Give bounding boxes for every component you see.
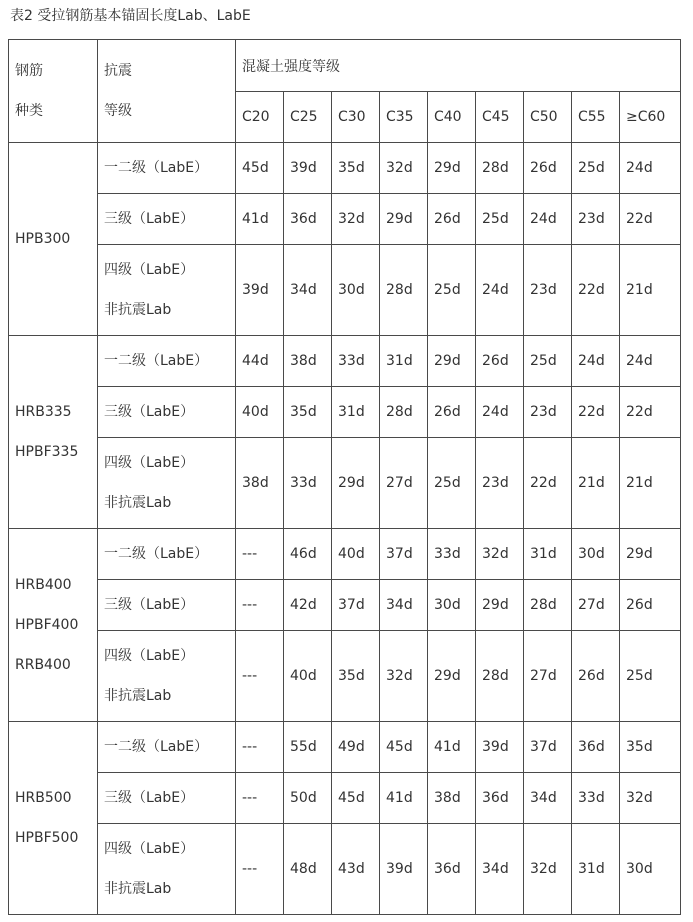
table-row [9, 722, 681, 773]
anchorage-value: --- [242, 739, 258, 755]
value-cell [332, 824, 380, 915]
seismic-level-cell [98, 631, 236, 722]
anchorage-value: 26d [578, 668, 605, 684]
value-cell [380, 438, 428, 529]
anchorage-value: 36d [482, 790, 509, 806]
value-cell [476, 245, 524, 336]
seismic-level-label: 四级（LabE） [104, 841, 195, 857]
value-cell [236, 722, 284, 773]
anchorage-value: 41d [386, 790, 413, 806]
header-concrete-grade-label: 混凝土强度等级 [242, 58, 340, 75]
value-cell [236, 580, 284, 631]
value-cell [428, 529, 476, 580]
anchorage-value: 30d [338, 282, 365, 298]
anchorage-value: 30d [626, 861, 653, 877]
header-grade-label: ≥C60 [626, 109, 666, 125]
anchorage-value: 21d [578, 475, 605, 491]
value-cell [284, 824, 332, 915]
value-cell [476, 529, 524, 580]
value-cell [236, 387, 284, 438]
value-cell [284, 773, 332, 824]
anchorage-value: 55d [290, 739, 317, 755]
value-cell [380, 773, 428, 824]
anchorage-value: 23d [578, 211, 605, 227]
seismic-level-label: 三级（LabE） [104, 790, 195, 806]
steel-type-label: HRB335 [15, 404, 72, 420]
seismic-level-label: 四级（LabE） [104, 262, 195, 278]
value-cell [620, 824, 681, 915]
seismic-level-label: 三级（LabE） [104, 597, 195, 613]
seismic-level-cell [98, 387, 236, 438]
anchorage-value: 26d [434, 404, 461, 420]
value-cell [284, 336, 332, 387]
header-seismic [98, 40, 236, 143]
value-cell [332, 336, 380, 387]
value-cell [524, 194, 572, 245]
anchorage-value: 38d [290, 353, 317, 369]
anchorage-value: 27d [386, 475, 413, 491]
steel-type-label: HRB400 [15, 577, 72, 593]
anchorage-value: 39d [242, 282, 269, 298]
anchorage-length-table [8, 39, 681, 915]
anchorage-value: 35d [338, 160, 365, 176]
seismic-level-cell [98, 722, 236, 773]
value-cell [380, 336, 428, 387]
anchorage-value: 30d [434, 597, 461, 613]
seismic-level-cell [98, 438, 236, 529]
anchorage-value: 27d [578, 597, 605, 613]
value-cell [524, 824, 572, 915]
header-steel-type-line1: 钢筋 [15, 63, 43, 79]
header-grade-cell [524, 92, 572, 143]
header-steel-type [9, 40, 98, 143]
anchorage-value: 45d [386, 739, 413, 755]
value-cell [428, 194, 476, 245]
anchorage-value: 28d [530, 597, 557, 613]
value-cell [572, 529, 620, 580]
anchorage-value: 45d [242, 160, 269, 176]
steel-type-cell [9, 143, 98, 336]
header-grade-cell [428, 92, 476, 143]
anchorage-value: 31d [338, 404, 365, 420]
anchorage-value: 32d [530, 861, 557, 877]
value-cell [620, 438, 681, 529]
header-grade-cell [332, 92, 380, 143]
value-cell [284, 438, 332, 529]
steel-type-label: HPBF500 [15, 830, 79, 846]
anchorage-value: 32d [482, 546, 509, 562]
anchorage-value: 29d [434, 353, 461, 369]
value-cell [380, 387, 428, 438]
header-grade-cell [236, 92, 284, 143]
anchorage-value: 29d [338, 475, 365, 491]
table-row [9, 824, 681, 915]
anchorage-value: 24d [578, 353, 605, 369]
value-cell [476, 824, 524, 915]
header-grade-label: C25 [290, 109, 318, 125]
value-cell [284, 194, 332, 245]
value-cell [236, 194, 284, 245]
value-cell [380, 631, 428, 722]
anchorage-value: 37d [386, 546, 413, 562]
table-row [9, 245, 681, 336]
anchorage-value: 38d [242, 475, 269, 491]
value-cell [380, 580, 428, 631]
anchorage-value: 29d [626, 546, 653, 562]
value-cell [620, 529, 681, 580]
value-cell [524, 387, 572, 438]
value-cell [236, 438, 284, 529]
anchorage-value: 40d [290, 668, 317, 684]
anchorage-value: 21d [626, 282, 653, 298]
value-cell [476, 773, 524, 824]
table-row [9, 529, 681, 580]
value-cell [620, 773, 681, 824]
anchorage-value: 35d [338, 668, 365, 684]
value-cell [284, 143, 332, 194]
anchorage-value: 23d [530, 404, 557, 420]
header-grade-cell [620, 92, 681, 143]
anchorage-value: 26d [434, 211, 461, 227]
value-cell [572, 580, 620, 631]
seismic-level-label: 一二级（LabE） [104, 546, 209, 562]
header-grade-cell [284, 92, 332, 143]
anchorage-value: 36d [578, 739, 605, 755]
seismic-level-cell [98, 529, 236, 580]
value-cell [572, 773, 620, 824]
seismic-level-cell [98, 245, 236, 336]
anchorage-value: 38d [434, 790, 461, 806]
anchorage-value: 22d [578, 404, 605, 420]
steel-type-cell [9, 529, 98, 722]
value-cell [572, 438, 620, 529]
value-cell [524, 245, 572, 336]
seismic-level-cell [98, 194, 236, 245]
anchorage-value: 33d [434, 546, 461, 562]
anchorage-value: 41d [242, 211, 269, 227]
anchorage-value: 37d [530, 739, 557, 755]
seismic-level-label: 非抗震Lab [104, 881, 172, 897]
header-seismic-line1: 抗震 [104, 63, 132, 79]
anchorage-value: 29d [386, 211, 413, 227]
table-row [9, 580, 681, 631]
anchorage-value: 24d [626, 160, 653, 176]
value-cell [284, 722, 332, 773]
anchorage-value: 36d [290, 211, 317, 227]
value-cell [284, 631, 332, 722]
anchorage-value: 22d [626, 404, 653, 420]
value-cell [476, 580, 524, 631]
anchorage-value: 22d [578, 282, 605, 298]
header-grade-label: C55 [578, 109, 606, 125]
anchorage-value: 34d [290, 282, 317, 298]
header-grade-cell [380, 92, 428, 143]
anchorage-value: 32d [626, 790, 653, 806]
value-cell [476, 631, 524, 722]
value-cell [332, 722, 380, 773]
value-cell [332, 529, 380, 580]
value-cell [620, 143, 681, 194]
header-concrete-grade [236, 40, 681, 92]
value-cell [620, 245, 681, 336]
anchorage-value: 49d [338, 739, 365, 755]
anchorage-value: 32d [338, 211, 365, 227]
anchorage-value: 39d [386, 861, 413, 877]
table-row [9, 631, 681, 722]
anchorage-value: 23d [482, 475, 509, 491]
anchorage-value: 24d [482, 404, 509, 420]
seismic-level-label: 非抗震Lab [104, 688, 172, 704]
table-row [9, 438, 681, 529]
steel-type-label: HPBF335 [15, 444, 79, 460]
anchorage-value: 21d [626, 475, 653, 491]
value-cell [524, 143, 572, 194]
anchorage-value: 40d [242, 404, 269, 420]
value-cell [332, 631, 380, 722]
seismic-level-cell [98, 143, 236, 194]
value-cell [332, 387, 380, 438]
anchorage-value: 26d [482, 353, 509, 369]
seismic-level-label: 三级（LabE） [104, 211, 195, 227]
seismic-level-cell [98, 336, 236, 387]
seismic-level-label: 三级（LabE） [104, 404, 195, 420]
value-cell [620, 336, 681, 387]
anchorage-value: 25d [482, 211, 509, 227]
anchorage-value: 34d [386, 597, 413, 613]
value-cell [332, 245, 380, 336]
anchorage-value: 33d [290, 475, 317, 491]
anchorage-value: 45d [338, 790, 365, 806]
value-cell [524, 438, 572, 529]
header-steel-type-line2: 种类 [15, 103, 43, 119]
value-cell [572, 387, 620, 438]
value-cell [380, 824, 428, 915]
anchorage-value: --- [242, 790, 258, 806]
anchorage-value: 29d [434, 160, 461, 176]
anchorage-value: 28d [482, 668, 509, 684]
anchorage-value: 22d [530, 475, 557, 491]
value-cell [572, 143, 620, 194]
seismic-level-cell [98, 773, 236, 824]
anchorage-value: 44d [242, 353, 269, 369]
value-cell [428, 438, 476, 529]
anchorage-value: 33d [338, 353, 365, 369]
value-cell [380, 245, 428, 336]
value-cell [236, 336, 284, 387]
value-cell [572, 336, 620, 387]
anchorage-value: 48d [290, 861, 317, 877]
value-cell [572, 631, 620, 722]
value-cell [572, 824, 620, 915]
anchorage-value: --- [242, 546, 258, 562]
anchorage-value: 31d [530, 546, 557, 562]
value-cell [284, 529, 332, 580]
seismic-level-label: 非抗震Lab [104, 495, 172, 511]
value-cell [476, 387, 524, 438]
header-grade-label: C35 [386, 109, 414, 125]
anchorage-value: 35d [626, 739, 653, 755]
anchorage-value: 31d [386, 353, 413, 369]
anchorage-value: 30d [578, 546, 605, 562]
anchorage-value: 46d [290, 546, 317, 562]
anchorage-value: 36d [434, 861, 461, 877]
anchorage-value: 34d [530, 790, 557, 806]
seismic-level-label: 非抗震Lab [104, 302, 172, 318]
anchorage-value: 42d [290, 597, 317, 613]
seismic-level-label: 一二级（LabE） [104, 739, 209, 755]
steel-type-cell [9, 336, 98, 529]
value-cell [524, 336, 572, 387]
header-grade-label: C45 [482, 109, 510, 125]
value-cell [476, 722, 524, 773]
value-cell [236, 631, 284, 722]
anchorage-value: 32d [386, 668, 413, 684]
value-cell [620, 580, 681, 631]
header-grade-label: C40 [434, 109, 462, 125]
anchorage-value: 24d [626, 353, 653, 369]
value-cell [236, 245, 284, 336]
anchorage-value: 40d [338, 546, 365, 562]
value-cell [380, 143, 428, 194]
value-cell [284, 245, 332, 336]
anchorage-value: 35d [290, 404, 317, 420]
value-cell [428, 387, 476, 438]
anchorage-value: 39d [482, 739, 509, 755]
value-cell [620, 722, 681, 773]
value-cell [428, 773, 476, 824]
value-cell [428, 143, 476, 194]
table-row [9, 336, 681, 387]
seismic-level-label: 四级（LabE） [104, 648, 195, 664]
value-cell [236, 773, 284, 824]
value-cell [476, 438, 524, 529]
steel-type-label: HPB300 [15, 231, 71, 247]
header-grade-label: C50 [530, 109, 558, 125]
anchorage-value: 25d [626, 668, 653, 684]
anchorage-value: 24d [530, 211, 557, 227]
value-cell [284, 387, 332, 438]
header-grade-cell [572, 92, 620, 143]
value-cell [380, 194, 428, 245]
value-cell [428, 580, 476, 631]
value-cell [572, 194, 620, 245]
table-row [9, 194, 681, 245]
anchorage-value: 25d [578, 160, 605, 176]
value-cell [236, 529, 284, 580]
anchorage-value: 24d [482, 282, 509, 298]
anchorage-value: 41d [434, 739, 461, 755]
value-cell [620, 194, 681, 245]
value-cell [524, 722, 572, 773]
steel-type-label: HRB500 [15, 790, 72, 806]
steel-type-cell [9, 722, 98, 915]
anchorage-value: 31d [578, 861, 605, 877]
header-grade-label: C20 [242, 109, 270, 125]
value-cell [236, 143, 284, 194]
value-cell [572, 245, 620, 336]
value-cell [428, 824, 476, 915]
table-row [9, 773, 681, 824]
anchorage-value: 28d [386, 282, 413, 298]
anchorage-value: 33d [578, 790, 605, 806]
value-cell [524, 773, 572, 824]
anchorage-value: 28d [386, 404, 413, 420]
value-cell [524, 631, 572, 722]
value-cell [524, 580, 572, 631]
header-seismic-line2: 等级 [104, 103, 132, 119]
header-grade-label: C30 [338, 109, 366, 125]
value-cell [620, 387, 681, 438]
steel-type-label: RRB400 [15, 657, 71, 673]
value-cell [332, 438, 380, 529]
table-caption: 表2 受拉钢筋基本锚固长度Lab、LabE [10, 8, 251, 24]
value-cell [380, 722, 428, 773]
seismic-level-cell [98, 824, 236, 915]
value-cell [524, 529, 572, 580]
steel-type-label: HPBF400 [15, 617, 79, 633]
anchorage-value: 29d [434, 668, 461, 684]
table-row [9, 143, 681, 194]
value-cell [236, 824, 284, 915]
value-cell [284, 580, 332, 631]
anchorage-value: 29d [482, 597, 509, 613]
table-row [9, 387, 681, 438]
anchorage-value: 25d [530, 353, 557, 369]
value-cell [380, 529, 428, 580]
anchorage-value: 37d [338, 597, 365, 613]
anchorage-value: 22d [626, 211, 653, 227]
seismic-level-label: 四级（LabE） [104, 455, 195, 471]
value-cell [428, 336, 476, 387]
anchorage-value: 25d [434, 475, 461, 491]
anchorage-value: 39d [290, 160, 317, 176]
anchorage-value: 32d [386, 160, 413, 176]
anchorage-value: 50d [290, 790, 317, 806]
anchorage-value: 23d [530, 282, 557, 298]
value-cell [428, 722, 476, 773]
seismic-level-label: 一二级（LabE） [104, 160, 209, 176]
value-cell [476, 194, 524, 245]
value-cell [332, 773, 380, 824]
anchorage-value: 25d [434, 282, 461, 298]
anchorage-value: --- [242, 597, 258, 613]
value-cell [620, 631, 681, 722]
anchorage-value: 27d [530, 668, 557, 684]
value-cell [428, 631, 476, 722]
value-cell [476, 143, 524, 194]
value-cell [332, 580, 380, 631]
anchorage-value: --- [242, 668, 258, 684]
seismic-level-cell [98, 580, 236, 631]
value-cell [332, 143, 380, 194]
value-cell [476, 336, 524, 387]
value-cell [428, 245, 476, 336]
anchorage-value: 28d [482, 160, 509, 176]
anchorage-value: 26d [626, 597, 653, 613]
value-cell [332, 194, 380, 245]
anchorage-value: --- [242, 861, 258, 877]
value-cell [572, 722, 620, 773]
seismic-level-label: 一二级（LabE） [104, 353, 209, 369]
anchorage-value: 34d [482, 861, 509, 877]
anchorage-value: 43d [338, 861, 365, 877]
anchorage-value: 26d [530, 160, 557, 176]
header-grade-cell [476, 92, 524, 143]
